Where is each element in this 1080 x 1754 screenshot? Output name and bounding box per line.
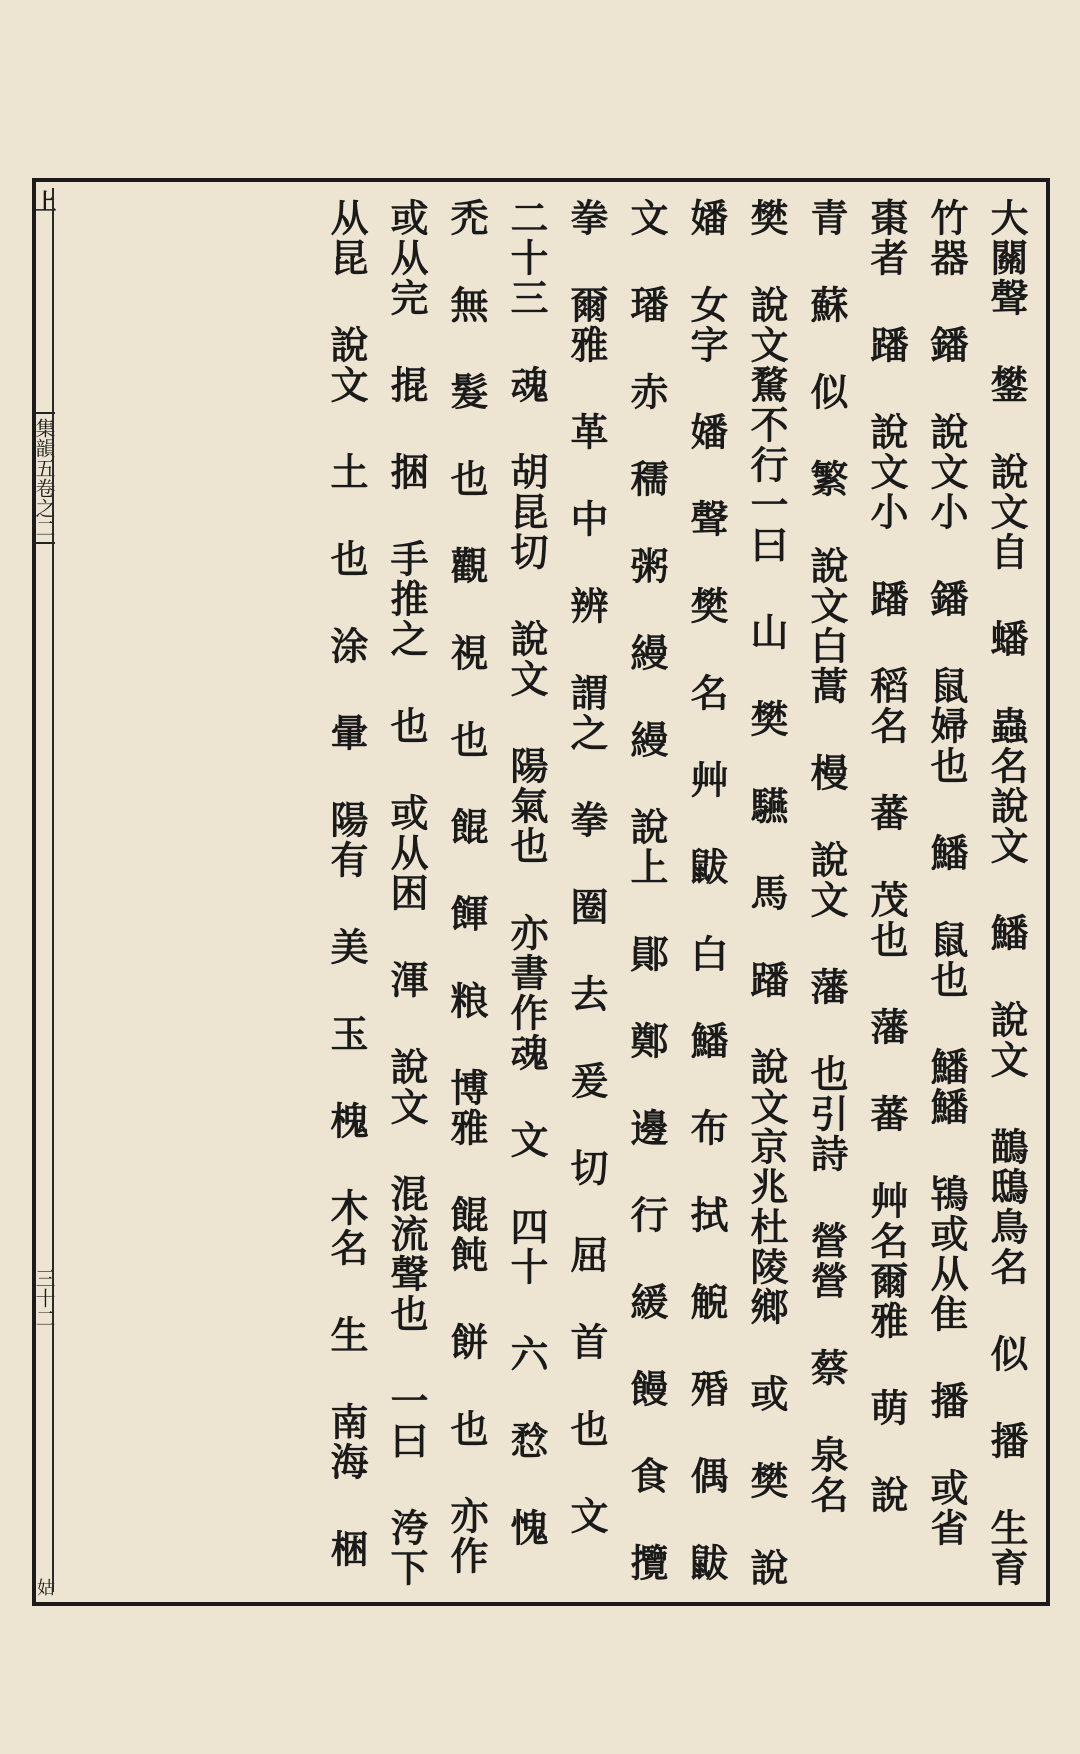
text-column-8: 拳 爾雅 革 中 辨 謂之 拳 圈 去 爰 切 屈 首 也 文 — [564, 198, 609, 1536]
text-area — [52, 188, 1036, 1592]
text-column-5: 樊 說文騖不行一曰 山 樊 驠 馬 蹯 說文京兆杜陵鄉 或 樊 說 — [744, 198, 789, 1588]
text-column-12: 从昆 說文 土 也 涂 暈 陽有 美 玉 槐 木名 生 南海 梱 — [324, 198, 369, 1569]
text-column-1: 大關聲 鐢 說文自 蟠 蟲名說文 鱕 說文 鶓鴟鳥名 似 播 生育 — [984, 198, 1029, 1588]
text-column-10: 禿 無 髮 也 觀 視 也 餛 餫 粮 博雅 餛飩 餅 也 亦作 — [444, 198, 489, 1576]
text-column-3: 棗者 蹯 說文小 蹯 稻名 蕃 茂也 藩 蕃 艸名爾雅 萌 說 — [864, 198, 909, 1515]
text-column-9: 二十三 魂 胡昆切 說文 陽氣也 亦書作魂 文 四十 六 㥤 愧 — [504, 198, 549, 1548]
text-column-4: 青 蘇 似 繁 說文白蒿 槾 說文 藩 也引詩 營營 蔡 泉名 — [804, 198, 849, 1515]
fold-bottom-mark: 姑 — [34, 1578, 55, 1596]
fold-page-number: 三十二 — [32, 1268, 56, 1328]
text-column-6: 嬏 女字 嬏 聲 樊 名 艸 鼥 白 鱕 布 拭 觬 殙 偶 鼥 — [684, 198, 729, 1583]
fold-top-mark: 上 — [31, 190, 57, 212]
text-column-7: 文 璠 赤 穤 粥 縵 縵 說上 鄖 鄭 邊 行 緩 饅 食 攬 — [624, 198, 669, 1583]
text-column-11: 或从完 掍 捆 手推之 也 或从困 渾 說文 混流聲也 一曰 洿下 — [384, 198, 429, 1588]
fold-book-title: 集韻五卷之二 — [33, 412, 55, 544]
text-columns — [76, 188, 1036, 1592]
page-fold-margin — [31, 182, 57, 1602]
text-column-2: 竹器 鐇 說文小 鐇 鼠婦也 鱕 鼠也 鱕鱕 鴇或从隹 播 或省 — [924, 198, 969, 1548]
page-frame — [32, 178, 1050, 1606]
